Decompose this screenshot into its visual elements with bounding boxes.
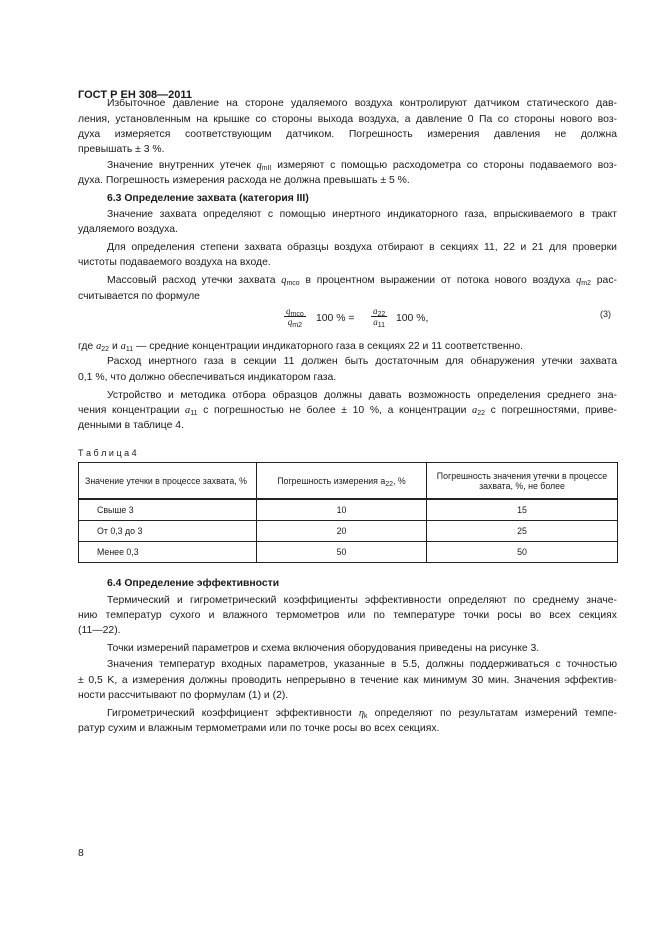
paragraph-line: Избыточное давление на стороне удаляемого воздуха контролируют датчиком статического дав- — [107, 98, 617, 109]
symbol: a — [373, 317, 378, 327]
paragraph-line: денными в таблице 4. — [78, 420, 184, 431]
paragraph-line — [107, 159, 617, 172]
subscript: m2 — [292, 322, 302, 329]
text: Массовый расход утечки захвата — [107, 275, 282, 286]
symbol: a — [96, 341, 102, 352]
subscript: m2 — [581, 280, 591, 287]
subscript: mco — [290, 311, 304, 318]
table-caption: Т а б л и ц а 4 — [78, 448, 137, 458]
subscript: k — [364, 713, 368, 720]
formula-3 — [284, 306, 624, 336]
text: измеряют с помощью расходометра со стороны подаваемого воз- — [271, 160, 617, 171]
table-row — [79, 542, 618, 563]
text: с погрешностями, приве- — [485, 405, 617, 416]
table-cell: 50 — [257, 542, 427, 563]
paragraph-line: ления, установленным на крышке со стороны выхода воздуха, а давление 0 Па со стороны нового воз- — [78, 114, 617, 125]
symbol: a — [185, 405, 191, 416]
paragraph-line: духа. Погрешность измерения расхода не должна превышать ± 5 %. — [78, 175, 410, 186]
table-cell: 10 — [257, 499, 427, 521]
table-cell: От 0,3 до 3 — [79, 521, 257, 542]
page-number: 8 — [78, 848, 84, 859]
symbol: q — [281, 275, 287, 286]
paragraph-line: ± 0,5 K, а измерения должны проводить непрерывно в течение как минимум 30 мин. Значения эффектив- — [78, 675, 617, 686]
table-cell: 20 — [257, 521, 427, 542]
paragraph-line: Устройство и методика отбора образцов должны давать возможность определения среднего зна- — [107, 390, 617, 401]
paragraph-line: Точки измерений параметров и схема включения оборудования приведены на рисунке 3. — [107, 643, 540, 654]
paragraph-line: нию температур сухого и влажного термометров или по температуре точки росы во всех секциях — [78, 610, 617, 621]
subscript: 22 — [377, 311, 386, 318]
table-row — [79, 521, 618, 542]
text: в процентном выражении от потока нового воздуха — [299, 275, 577, 286]
subscript: 11 — [377, 322, 386, 329]
text: Погрешность измерения a — [277, 475, 386, 486]
column-header — [257, 463, 427, 500]
document-header: ГОСТ Р ЕН 308—2011 — [78, 89, 193, 101]
paragraph-line: 0,1 %, что должно обеспечиваться индикатором газа. — [78, 372, 337, 383]
text: Гигрометрический коэффициент эффективности — [107, 708, 359, 719]
paragraph-line: Значение захвата определяют с помощью инертного индикаторного газа, впрыскиваемого в тракт — [107, 209, 617, 220]
text: — средние концентрации индикаторного газа в секциях 22 и 11 соответственно. — [133, 341, 524, 352]
paragraph-line: ратур сухим и влажным термометрами или по точке росы во всех секциях. — [78, 723, 440, 734]
text: с погрешностью не более ± 10 %, а концентрации — [197, 405, 473, 416]
subscript: 22 — [385, 480, 394, 488]
text: , % — [393, 475, 406, 486]
paragraph-line: считывается по формуле — [78, 291, 200, 302]
subscript: mII — [261, 165, 272, 172]
section-heading-6-4: 6.4 Определение эффективности — [107, 578, 280, 589]
fraction — [371, 306, 387, 327]
subscript: mco — [286, 280, 300, 287]
symbol: q — [286, 306, 291, 316]
paragraph-line: превышать ± 3 %. — [78, 144, 165, 155]
text: Значение внутренних утечек — [107, 160, 257, 171]
table-cell: 50 — [427, 542, 618, 563]
text: и — [109, 341, 121, 352]
symbol: a — [120, 341, 126, 352]
table-4 — [78, 462, 618, 563]
table-cell: Менее 0,3 — [79, 542, 257, 563]
section-heading-6-3: 6.3 Определение захвата (категория III) — [107, 193, 309, 204]
paragraph-line: чистоты подаваемого воздуха на входе. — [78, 257, 271, 268]
subscript: 11 — [125, 346, 134, 353]
paragraph-line: Значения температур входных параметров, указанные в 5.5, должны поддерживаться с точностью — [107, 659, 617, 670]
symbol: q — [287, 317, 293, 327]
paragraph-line: духа измеряется соответствующим датчиком. Погрешность измерения давления не должна — [78, 129, 617, 140]
paragraph-line: Расход инертного газа в секции 11 должен быть достаточным для обнаружения утечки захвата — [107, 356, 617, 367]
paragraph-line: Термический и гигрометрический коэффициенты эффективности определяют по среднему значе- — [107, 595, 617, 606]
table-cell: 25 — [427, 521, 618, 542]
table-header-row — [79, 463, 618, 500]
subscript: 22 — [101, 346, 110, 353]
table-row — [79, 499, 618, 521]
paragraph-line: удаляемого воздуха. — [78, 224, 178, 235]
table-cell: Свыше 3 — [79, 499, 257, 521]
symbol: a — [472, 405, 478, 416]
text: определяют по результатам измерений темпе- — [367, 708, 617, 719]
paragraph-line: Для определения степени захвата образцы воздуха отбирают в секциях 11, 22 и 21 для проверки — [107, 242, 617, 253]
column-header: Погрешность значения утечки в процессе захвата, %, не более — [427, 463, 618, 500]
paragraph-line — [107, 707, 617, 720]
subscript: 11 — [190, 410, 198, 417]
column-header: Значение утечки в процессе захвата, % — [79, 463, 257, 500]
symbol: q — [576, 275, 582, 286]
symbol: q — [256, 160, 262, 171]
symbol: a — [373, 306, 378, 316]
paragraph-line — [78, 404, 617, 417]
formula-text: 100 %, — [396, 313, 429, 324]
text: где — [78, 341, 97, 352]
table-cell: 15 — [427, 499, 618, 521]
formula-number: (3) — [600, 309, 611, 319]
symbol: η — [358, 708, 365, 719]
formula-text: 100 % = — [316, 313, 355, 324]
text: рас- — [591, 275, 617, 286]
fraction — [284, 306, 306, 327]
paragraph-line: ности рассчитывают по формулам (1) и (2). — [78, 690, 289, 701]
text: чения концентрации — [78, 405, 186, 416]
paragraph-line — [107, 274, 617, 287]
paragraph-line — [78, 340, 617, 353]
paragraph-line: (11—22). — [78, 625, 121, 636]
subscript: 22 — [477, 410, 486, 417]
